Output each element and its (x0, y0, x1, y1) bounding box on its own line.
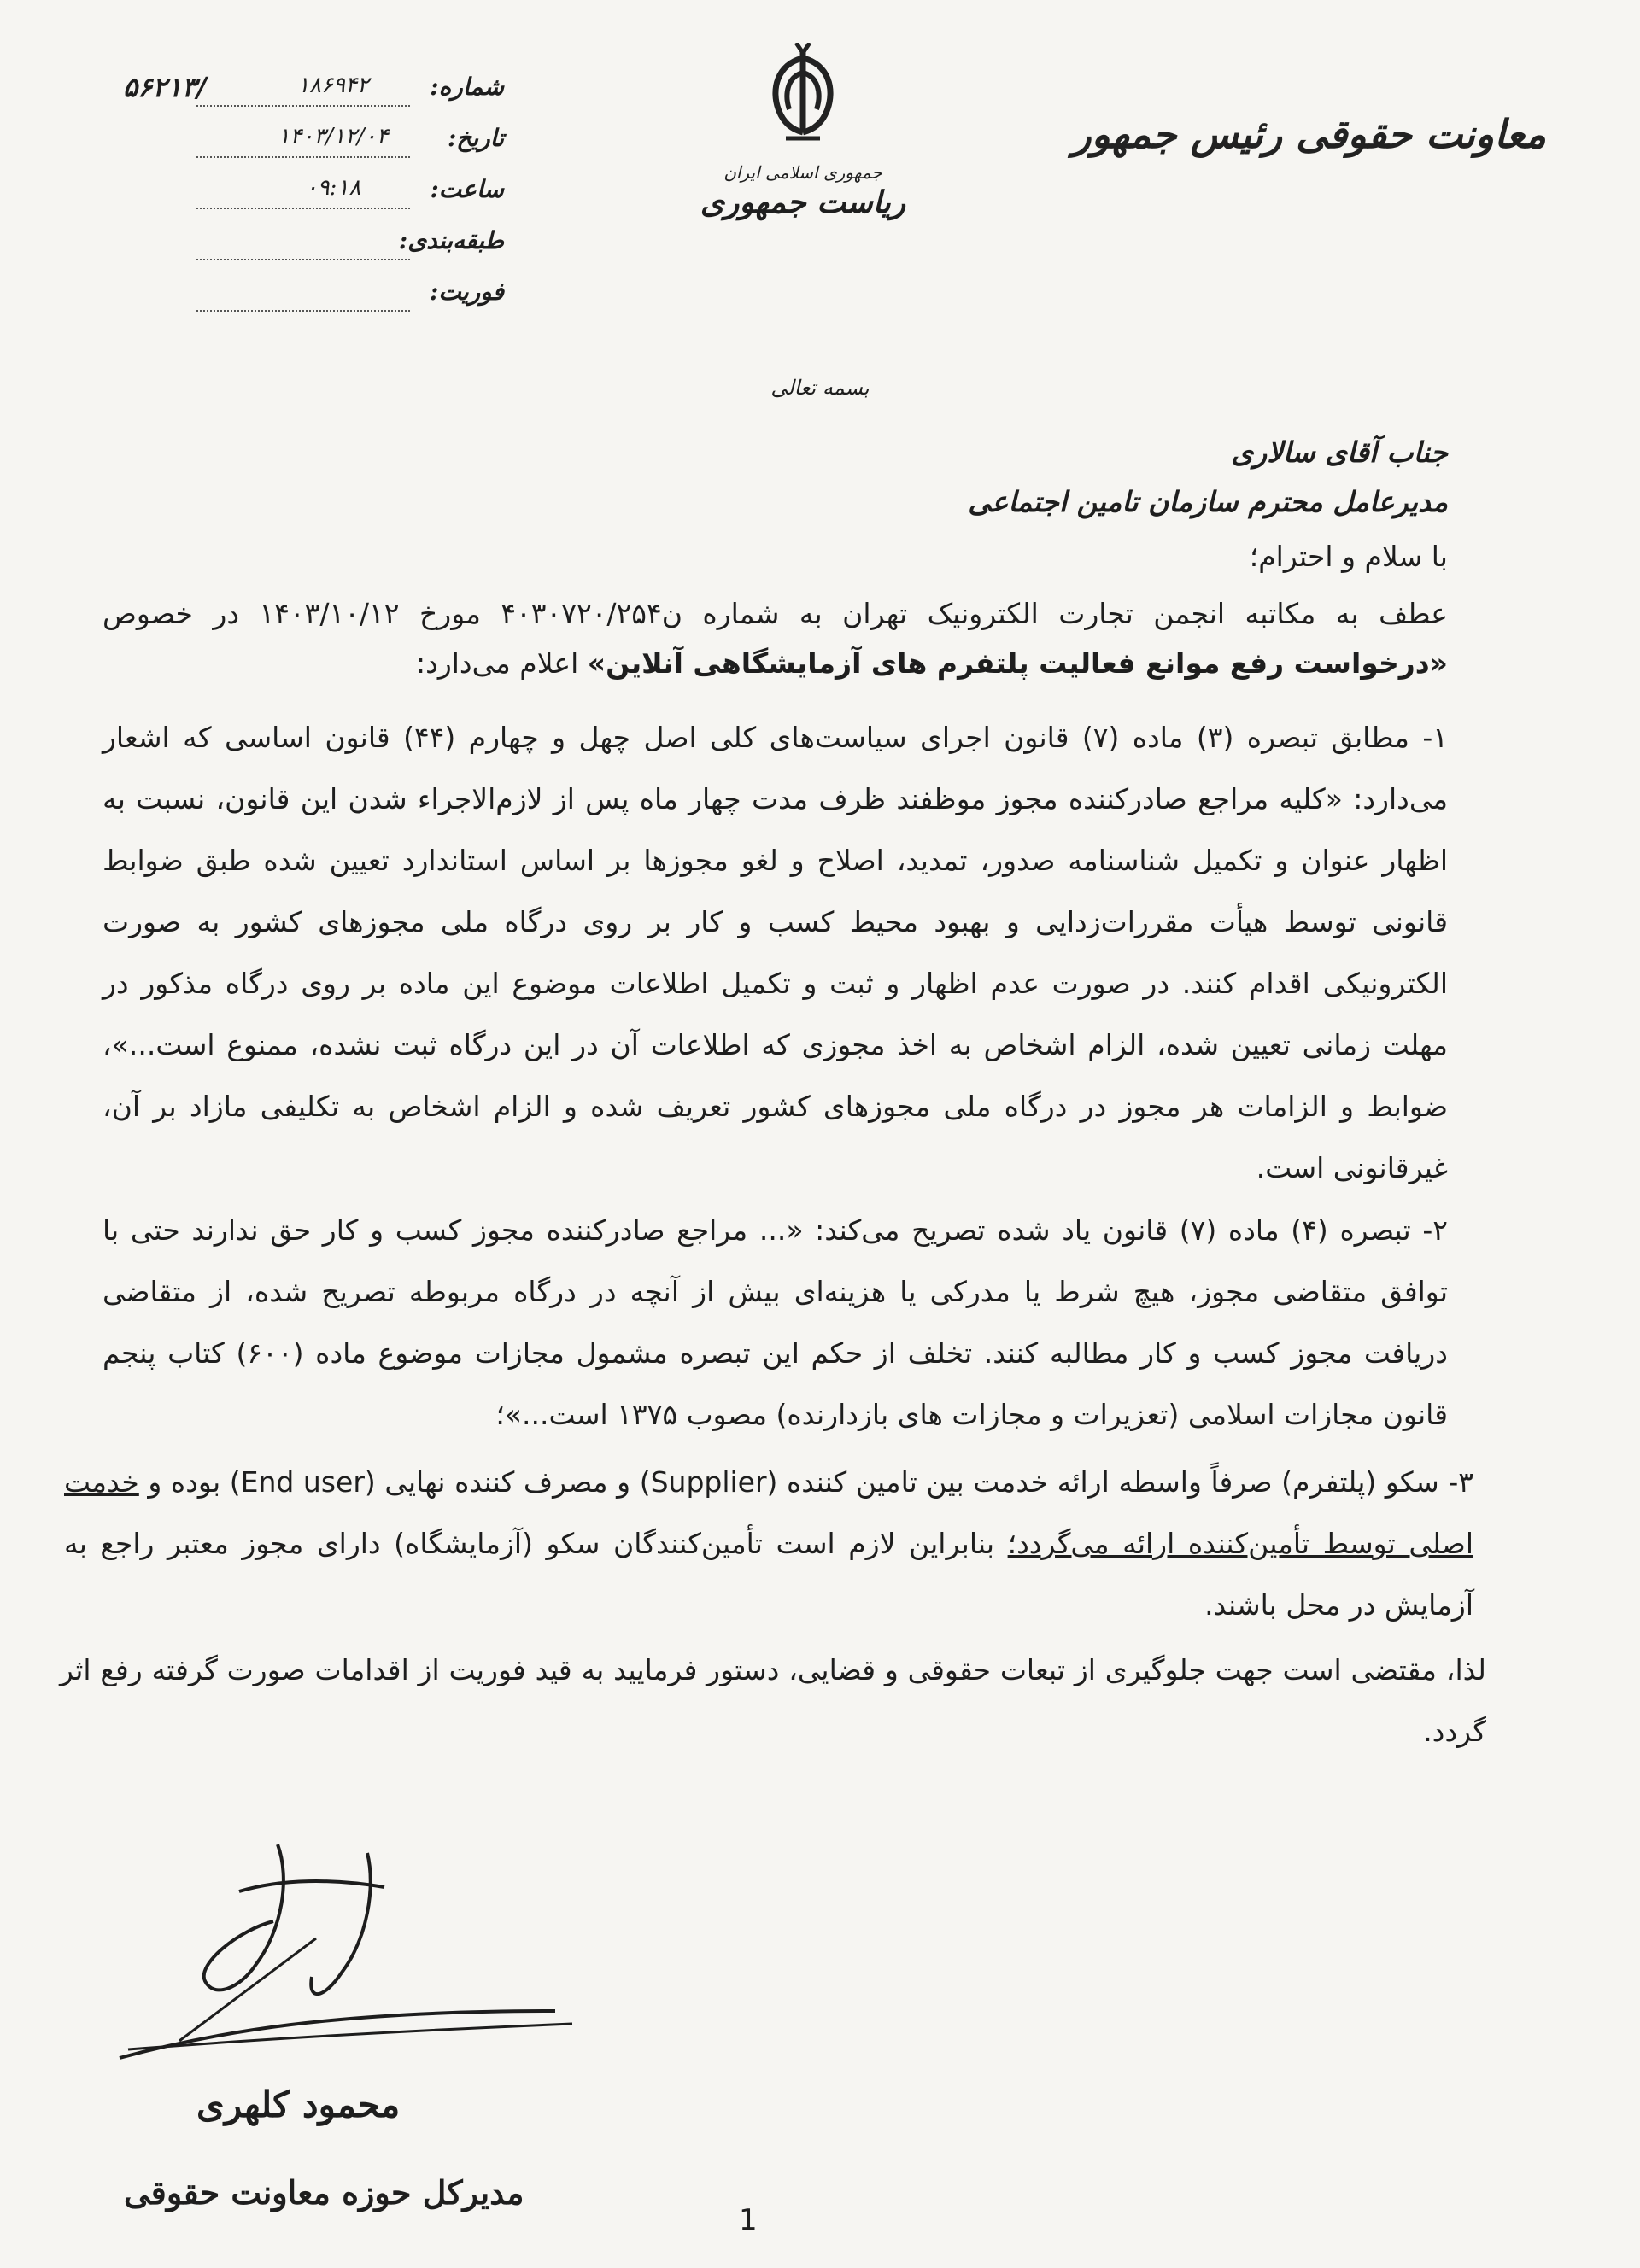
item-3-underlined: خدمت اصلی توسط تأمین‌کننده ارائه می‌گردد؛ (64, 1465, 1473, 1560)
meta-number-extra: ۵۶۲۱۳/ (123, 71, 207, 103)
meta-number-line (196, 105, 410, 107)
meta-date-label: تاریخ: (447, 124, 504, 152)
addressee-title: مدیرعامل محترم سازمان تامین اجتماعی (968, 485, 1448, 518)
meta-classification-label: طبقه‌بندی: (398, 226, 504, 254)
meta-date-row (128, 124, 504, 175)
conclusion-paragraph: لذا، مقتضی است جهت جلوگیری از تبعات حقوقی و قضایی، دستور فرمایید به قید فوریت از اقدامات صورت گرفته رفع اثر گردد. (60, 1653, 1486, 1748)
addressee-name: جناب آقای سالاری (1231, 435, 1448, 469)
item-3-paragraph (64, 1452, 1473, 1636)
item-3-text-2: بنابراین لازم است تأمین‌کنندگان سکو (آزمایشگاه) دارای مجوز معتبر راجع به آزمایش در محل باشند. (64, 1527, 1473, 1622)
meta-urgency-line (196, 310, 410, 312)
meta-time-label: ساعت: (430, 175, 504, 203)
letter-meta (123, 71, 504, 329)
meta-time-row (128, 175, 504, 226)
emblem-block (683, 43, 922, 220)
meta-date-value: ۱۴۰۳/۱۲/۰۴ (278, 124, 389, 149)
item-2-paragraph: ۲- تبصره (۴) ماده (۷) قانون یاد شده تصریح می‌کند: «... مراجع صادرکننده مجوز کسب و کار حق ندارند حتی با توافق متقاضی مجوز، هیچ شرط یا مدرکی یا هزینه‌ای بیش از آنچه در درگاه مربوطه تصریح شده، از متقاضی دریافت مجوز کسب و کار مطالبه کنند. تخلف از حکم این تبصره مشمول مجازات موضوع ماده (۶۰۰) کتاب پنجم قانون مجازات اسلامی (تعزیرات و مجازات های بازدارنده) مصوب ۱۳۷۵ است...»؛ (102, 1213, 1449, 1431)
greeting: با سلام و احترام؛ (1249, 540, 1448, 573)
signatory-role: مدیرکل حوزه معاونت حقوقی (124, 2173, 524, 2212)
emblem-subtitle: جمهوری اسلامی ایران (723, 162, 882, 183)
meta-number-value: ۱۸۶۹۴۲ (297, 73, 369, 98)
handwritten-signature (111, 1827, 589, 2084)
intro-text-1: عطف به مکاتبه انجمن تجارت الکترونیک تهران به شماره ن۴۰۳۰۷۲۰/۲۵۴ مورخ ۱۴۰۳/۱۰/۱۲ در خصوص (102, 597, 1448, 630)
intro-paragraph (102, 589, 1448, 688)
intro-text-2: اعلام می‌دارد: (416, 646, 579, 680)
iran-emblem-icon (752, 43, 854, 154)
meta-classification-row (128, 226, 504, 278)
meta-time-value: ۰۹:۱۸ (305, 175, 361, 201)
meta-number-label: شماره: (430, 73, 504, 101)
bismillah: بسمه تعالی (770, 376, 870, 400)
emblem-title: ریاست جمهوری (700, 184, 906, 220)
intro-subject: «درخواست رفع موانع فعالیت پلتفرم های آزمایشگاهی آنلاین» (587, 646, 1448, 680)
office-title: معاونت حقوقی رئیس جمهور (1072, 111, 1546, 157)
meta-urgency-row (128, 278, 504, 329)
item-1-paragraph: ۱- مطابق تبصره (۳) ماده (۷) قانون اجرای سیاست‌های کلی اصل چهل و چهارم (۴۴) قانون اساسی که اشعار می‌دارد: «کلیه مراجع صادرکننده مجوز موظفند ظرف مدت چهار ماه پس از لازم‌الاجراء شدن این قانون، نسبت به اظهار عنوان و تکمیل شناسنامه صدور، تمدید، اصلاح و لغو مجوزها بر اساس استاندارد تعیین شده طبق ضوابط قانونی توسط هیأت مقررات‌زدایی و بهبود محیط کسب و کار بر روی درگاه ملی مجوزهای کشور به صورت الکترونیکی اقدام کنند. در صورت عدم اظهار و ثبت و تکمیل اطلاعات موضوع این ماده بر روی درگاه مذکور در مهلت زمانی تعیین شده، الزام اشخاص به اخذ مجوزی که اطلاعات آن در این درگاه ثبت نشده، ممنوع است...»، ضوابط و الزامات هر مجوز در درگاه ملی مجوزهای کشور تعریف شده و الزام اشخاص به تکلیفی مازاد بر آن، غیرقانونی است. (102, 721, 1448, 1184)
meta-time-line (196, 208, 410, 209)
item-3-text-1: ۳- سکو (پلتفرم) صرفاً واسطه ارائه خدمت بین تامین کننده (Supplier) و مصرف کننده نهایی (End user) بوده و (148, 1465, 1473, 1499)
meta-date-line (196, 156, 410, 158)
meta-classification-line (196, 259, 410, 260)
page-number: 1 (739, 2203, 758, 2237)
signatory-name: محمود کلهری (196, 2084, 401, 2125)
meta-number-row (123, 71, 504, 124)
meta-urgency-label: فوریت: (430, 278, 504, 306)
